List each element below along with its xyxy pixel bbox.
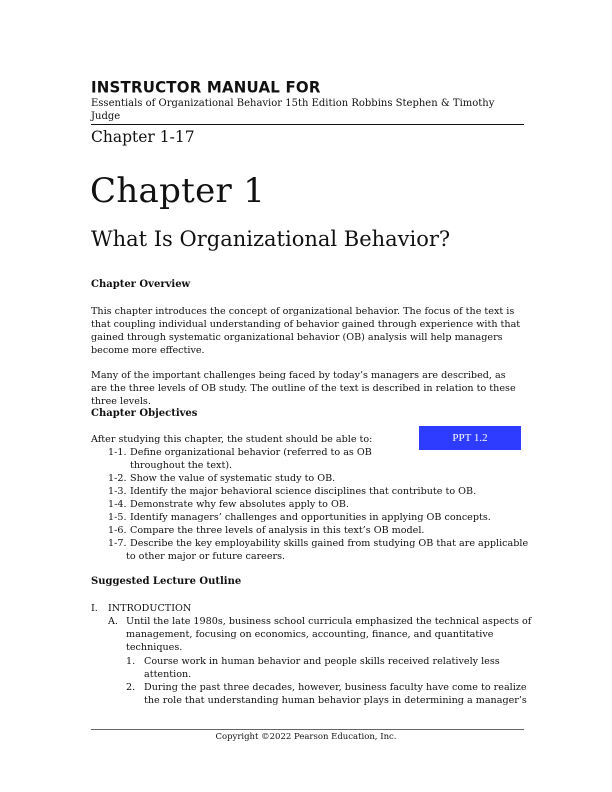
objective-text: Compare the three levels of analysis in this text’s OB model. — [130, 525, 425, 536]
objective-item — [108, 472, 335, 485]
objective-continuation: to other major or future careers. — [126, 551, 286, 562]
manual-title: INSTRUCTOR MANUAL FOR — [91, 77, 321, 97]
outline-item-text: Until the late 1980s, business school curricula emphasized the technical aspects of — [126, 616, 532, 627]
objective-text: Define organizational behavior (referred to as OB — [130, 447, 372, 458]
overview-paragraph-1: This chapter introduces the concept of organizational behavior. The focus of the text is that coupling individual understanding of behavior gained through experience with that gained through systematic organizational behavior (OB) analysis will help managers become more effective. — [91, 306, 521, 356]
book-title-line: Essentials of Organizational Behavior 15th Edition Robbins Stephen & Timothy Judge — [91, 98, 495, 122]
objective-text: Demonstrate why few absolutes apply to OB. — [130, 499, 349, 510]
copyright-footer: Copyright ©2022 Pearson Education, Inc. — [215, 732, 397, 742]
objective-item — [108, 524, 424, 537]
outline-item-text: techniques. — [126, 642, 183, 653]
outline-subitem-number: 1. — [126, 656, 136, 667]
chapter-name: What Is Organizational Behavior? — [91, 227, 451, 251]
objective-number: 1-5. — [108, 512, 127, 523]
outline-subitem-text: During the past three decades, however, business faculty have come to realize — [144, 682, 527, 693]
chapter-range: Chapter 1-17 — [91, 128, 195, 146]
objective-text: Identify the major behavioral science disciplines that contribute to OB. — [130, 486, 477, 497]
footer-divider — [91, 729, 524, 730]
objective-number: 1-3. — [108, 486, 127, 497]
outline-subitem-text: the role that understanding human behavior plays in determining a manager’s — [144, 695, 527, 706]
objectives-heading: Chapter Objectives — [91, 408, 198, 419]
objective-number: 1-4. — [108, 499, 127, 510]
objective-continuation: throughout the text). — [130, 460, 233, 471]
objective-item — [108, 537, 528, 550]
header-divider — [91, 124, 524, 125]
objectives-intro: After studying this chapter, the student should be able to: — [91, 434, 373, 445]
objective-text: Describe the key employability skills gained from studying OB that are applicable — [130, 538, 529, 549]
outline-section-number: I. — [91, 603, 98, 614]
ppt-badge: PPT 1.2 — [419, 426, 521, 450]
objective-number: 1-1. — [108, 447, 127, 458]
overview-heading: Chapter Overview — [91, 279, 191, 290]
outline-item-label: A. — [108, 616, 118, 627]
objective-text: Identify managers’ challenges and opportunities in applying OB concepts. — [130, 512, 491, 523]
outline-section-title: INTRODUCTION — [108, 603, 192, 614]
objective-item — [108, 485, 476, 498]
objective-number: 1-2. — [108, 473, 127, 484]
objective-number: 1-7. — [108, 538, 127, 549]
outline-item-text: management, focusing on economics, accounting, finance, and quantitative — [126, 629, 494, 640]
objective-text: Show the value of systematic study to OB. — [130, 473, 336, 484]
objective-item — [108, 446, 372, 459]
lecture-outline-heading: Suggested Lecture Outline — [91, 576, 242, 587]
objective-number: 1-6. — [108, 525, 127, 536]
chapter-number-title: Chapter 1 — [90, 171, 266, 211]
outline-subitem-text: Course work in human behavior and people skills received relatively less — [144, 656, 500, 667]
outline-subitem-number: 2. — [126, 682, 136, 693]
overview-paragraph-2: Many of the important challenges being faced by today’s managers are described, as are the three levels of OB study. The outline of the text is described in relation to these three levels. — [91, 370, 516, 407]
outline-subitem-text: attention. — [144, 669, 192, 680]
objective-item — [108, 498, 349, 511]
objective-item — [108, 511, 491, 524]
